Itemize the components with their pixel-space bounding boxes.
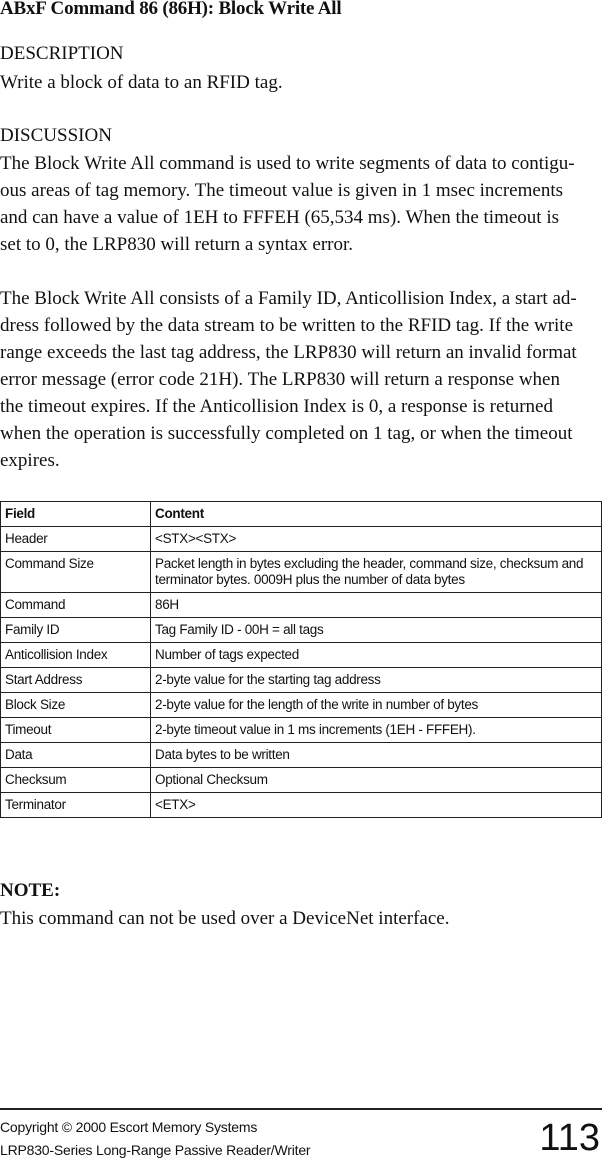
content-cell: 2-byte timeout value in 1 ms increments (1EH - FFFEH). [151, 718, 602, 743]
field-cell: Family ID [1, 618, 151, 643]
paragraph-line: error message (error code 21H). The LRP830 will return a response when [0, 369, 560, 390]
field-cell: Checksum [1, 768, 151, 793]
table-row [1, 643, 602, 668]
content-cell: 2-byte value for the length of the write in number of bytes [151, 693, 602, 718]
column-header-field: Field [1, 502, 151, 527]
field-cell: Header [1, 527, 151, 552]
table-row [1, 552, 602, 593]
discussion-heading: DISCUSSION [0, 125, 112, 146]
paragraph-line: set to 0, the LRP830 will return a syntax error. [0, 234, 354, 255]
content-cell: Tag Family ID - 00H = all tags [151, 618, 602, 643]
note-text: This command can not be used over a DeviceNet interface. [0, 908, 450, 929]
table-row [1, 668, 602, 693]
content-cell: Packet length in bytes excluding the header, command size, checksum and terminator bytes. 0009H plus the number of data bytes [151, 552, 602, 593]
paragraph-line: the timeout expires. If the Anticollision Index is 0, a response is returned [0, 396, 553, 417]
content-cell: <STX><STX> [151, 527, 602, 552]
field-cell: Command Size [1, 552, 151, 593]
table-row [1, 793, 602, 818]
paragraph-line: ous areas of tag memory. The timeout value is given in 1 msec increments [0, 180, 563, 201]
content-cell: Optional Checksum [151, 768, 602, 793]
field-cell: Start Address [1, 668, 151, 693]
content-cell: <ETX> [151, 793, 602, 818]
paragraph-line: when the operation is successfully completed on 1 tag, or when the timeout [0, 423, 573, 444]
field-cell: Block Size [1, 693, 151, 718]
page-number: 113 [539, 1117, 600, 1159]
table-row [1, 768, 602, 793]
table-row [1, 618, 602, 643]
table-row [1, 593, 602, 618]
field-cell: Terminator [1, 793, 151, 818]
content-cell: Data bytes to be written [151, 743, 602, 768]
paragraph-line: expires. [0, 450, 60, 471]
table-row [1, 527, 602, 552]
content-cell: 86H [151, 593, 602, 618]
discussion-paragraph-2 [0, 285, 600, 474]
paragraph-line: range exceeds the last tag address, the LRP830 will return an invalid format [0, 342, 577, 363]
table-header-row [1, 502, 602, 527]
field-cell: Anticollision Index [1, 643, 151, 668]
description-text: Write a block of data to an RFID tag. [0, 72, 283, 93]
note-heading: NOTE: [0, 880, 61, 901]
column-header-content: Content [151, 502, 602, 527]
description-heading: DESCRIPTION [0, 43, 124, 64]
paragraph-line: The Block Write All command is used to write segments of data to contigu- [0, 153, 575, 174]
page-title: ABxF Command 86 (86H): Block Write All [0, 0, 342, 19]
field-cell: Timeout [1, 718, 151, 743]
paragraph-line: The Block Write All consists of a Family ID, Anticollision Index, a start ad- [0, 288, 577, 309]
paragraph-line: dress followed by the data stream to be written to the RFID tag. If the write [0, 315, 574, 336]
paragraph-line: and can have a value of 1EH to FFFEH (65,534 ms). When the timeout is [0, 207, 559, 228]
content-cell: 2-byte value for the starting tag address [151, 668, 602, 693]
footer-copyright: Copyright © 2000 Escort Memory Systems [0, 1119, 258, 1135]
field-cell: Command [1, 593, 151, 618]
footer-product-name: LRP830-Series Long-Range Passive Reader/Writer [0, 1142, 311, 1158]
field-cell: Data [1, 743, 151, 768]
footer-divider [0, 1108, 602, 1110]
content-cell: Number of tags expected [151, 643, 602, 668]
table-row [1, 693, 602, 718]
table-row [1, 718, 602, 743]
table-row [1, 743, 602, 768]
discussion-paragraph-1 [0, 150, 600, 258]
command-field-table [0, 501, 602, 818]
